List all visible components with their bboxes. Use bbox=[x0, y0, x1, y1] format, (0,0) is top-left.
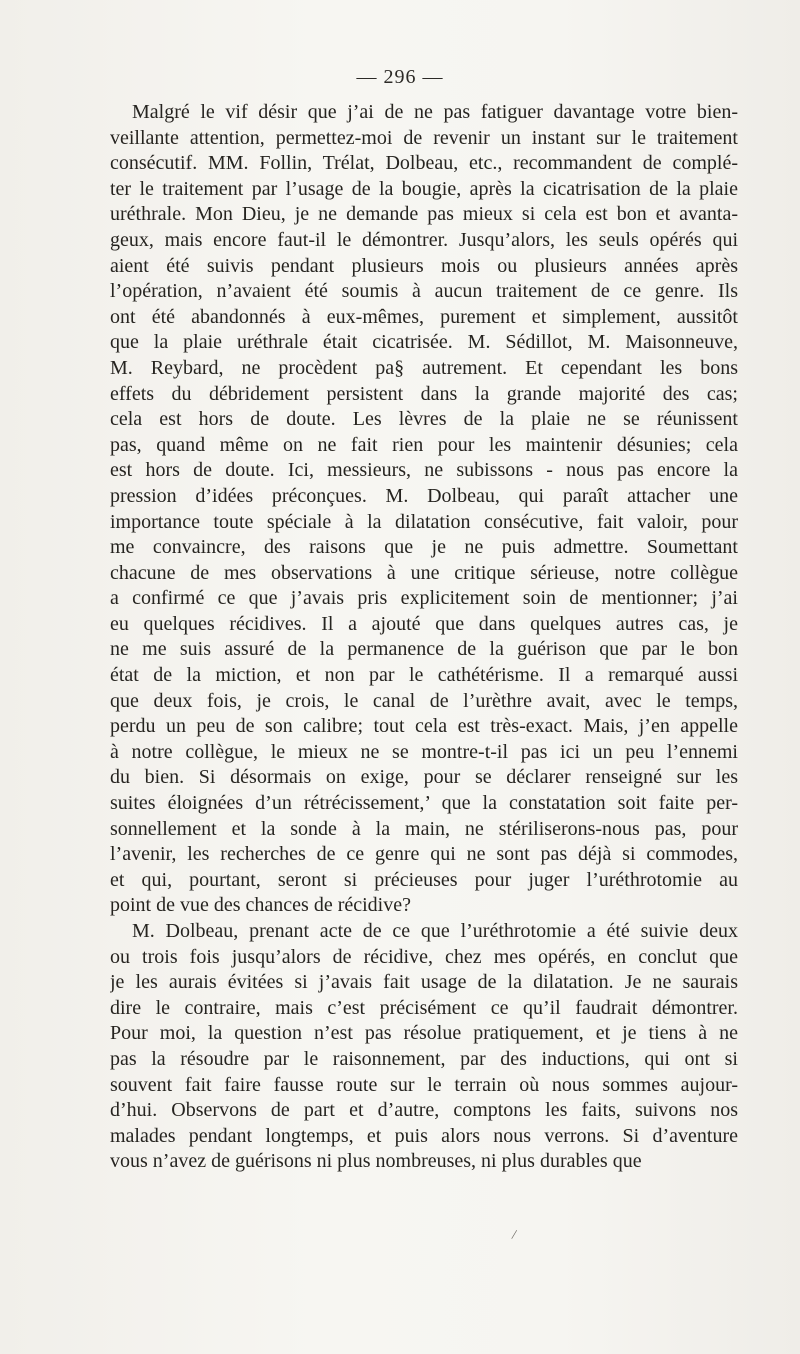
text-line: à notre collègue, le mieux ne se montre-t-il pas ici un peu l’ennemi bbox=[110, 740, 738, 763]
text-line: pas, quand même on ne fait rien pour les maintenir désunies; cela bbox=[110, 433, 738, 456]
text-line: M. Reybard, ne procèdent pa§ autrement. Et cependant les bons bbox=[110, 356, 738, 379]
text-line: geux, mais encore faut-il le démontrer. Jusqu’alors, les seuls opérés qui bbox=[110, 228, 738, 251]
text-line: pas la résoudre par le raisonnement, par des inductions, qui ont si bbox=[110, 1047, 738, 1070]
text-line: du bien. Si désormais on exige, pour se déclarer renseigné sur les bbox=[110, 766, 738, 789]
text-line: uréthrale. Mon Dieu, je ne demande pas mieux si cela est bon et avanta- bbox=[110, 203, 738, 226]
text-line: d’hui. Observons de part et d’autre, comptons les faits, suivons nos bbox=[110, 1099, 738, 1122]
text-line: ont été abandonnés à eux-mêmes, purement et simplement, aussitôt bbox=[110, 305, 738, 328]
text-line: effets du débridement persistent dans la grande majorité des cas; bbox=[110, 382, 738, 405]
text-line: veillante attention, permettez-moi de revenir un instant sur le traitement bbox=[110, 126, 738, 149]
text-line: pression d’idées préconçues. M. Dolbeau, qui paraît attacher une bbox=[110, 484, 738, 507]
text-line: dire le contraire, mais c’est précisément ce qu’il faudrait démontrer. bbox=[110, 996, 738, 1019]
text-line: eu quelques récidives. Il a ajouté que dans quelques autres cas, je bbox=[110, 612, 738, 635]
margin-mark: / bbox=[510, 1227, 518, 1244]
text-line: ne me suis assuré de la permanence de la guérison que par le bon bbox=[110, 638, 738, 661]
text-line: suites éloignées d’un rétrécissement,’ que la constatation soit faite per- bbox=[110, 792, 738, 815]
text-line: que deux fois, je crois, le canal de l’urèthre avait, avec le temps, bbox=[110, 689, 738, 712]
text-line: ou trois fois jusqu’alors de récidive, chez mes opérés, en conclut que bbox=[110, 945, 738, 968]
text-line: et qui, pourtant, seront si précieuses pour juger l’uréthrotomie au bbox=[110, 868, 738, 891]
paragraph-1 bbox=[110, 100, 738, 919]
text-line: malades pendant longtemps, et puis alors nous verrons. Si d’aventure bbox=[110, 1124, 738, 1147]
paragraph-2 bbox=[110, 919, 738, 1175]
text-line: est hors de doute. Ici, messieurs, ne subissons - nous pas encore la bbox=[110, 459, 738, 482]
text-line: état de la miction, et non par le cathétérisme. Il a remarqué aussi bbox=[110, 664, 738, 687]
text-line: a confirmé ce que j’avais pris explicitement soin de mentionner; j’ai bbox=[110, 587, 738, 610]
text-line: perdu un peu de son calibre; tout cela est très-exact. Mais, j’en appelle bbox=[110, 715, 738, 738]
page-number: — 296 — bbox=[356, 66, 444, 88]
text-line: cela est hors de doute. Les lèvres de la plaie ne se réunissent bbox=[110, 408, 738, 431]
text-line: ter le traitement par l’usage de la bougie, après la cicatrisation de la plaie bbox=[110, 177, 738, 200]
text-line: Pour moi, la question n’est pas résolue pratiquement, et je tiens à ne bbox=[110, 1022, 738, 1045]
text-line: aient été suivis pendant plusieurs mois ou plusieurs années après bbox=[110, 254, 738, 277]
text-line: que la plaie uréthrale était cicatrisée. M. Sédillot, M. Maisonneuve, bbox=[110, 331, 738, 354]
text-line: vous n’avez de guérisons ni plus nombreuses, ni plus durables que bbox=[110, 1150, 642, 1173]
text-line: souvent fait faire fausse route sur le terrain où nous sommes aujour- bbox=[110, 1073, 738, 1096]
text-line: M. Dolbeau, prenant acte de ce que l’uréthrotomie a été suivie deux bbox=[132, 920, 738, 942]
text-line: sonnellement et la sonde à la main, ne stériliserons-nous pas, pour bbox=[110, 817, 738, 840]
text-line: l’avenir, les recherches de ce genre qui ne sont pas déjà si commodes, bbox=[110, 843, 738, 866]
text-line: me convaincre, des raisons que je ne puis admettre. Soumettant bbox=[110, 536, 738, 559]
text-line: consécutif. MM. Follin, Trélat, Dolbeau, etc., recommandent de complé- bbox=[110, 152, 738, 175]
text-line: Malgré le vif désir que j’ai de ne pas fatiguer davantage votre bien- bbox=[132, 101, 738, 123]
text-line: chacune de mes observations à une critique sérieuse, notre collègue bbox=[110, 561, 738, 584]
text-line: je les aurais évitées si j’avais fait usage de la dilatation. Je ne saurais bbox=[110, 971, 738, 994]
text-line: point de vue des chances de récidive? bbox=[110, 894, 411, 917]
body-text bbox=[110, 100, 738, 1175]
text-line: l’opération, n’avaient été soumis à aucun traitement de ce genre. Ils bbox=[110, 280, 738, 303]
text-line: importance toute spéciale à la dilatation consécutive, fait valoir, pour bbox=[110, 510, 738, 533]
